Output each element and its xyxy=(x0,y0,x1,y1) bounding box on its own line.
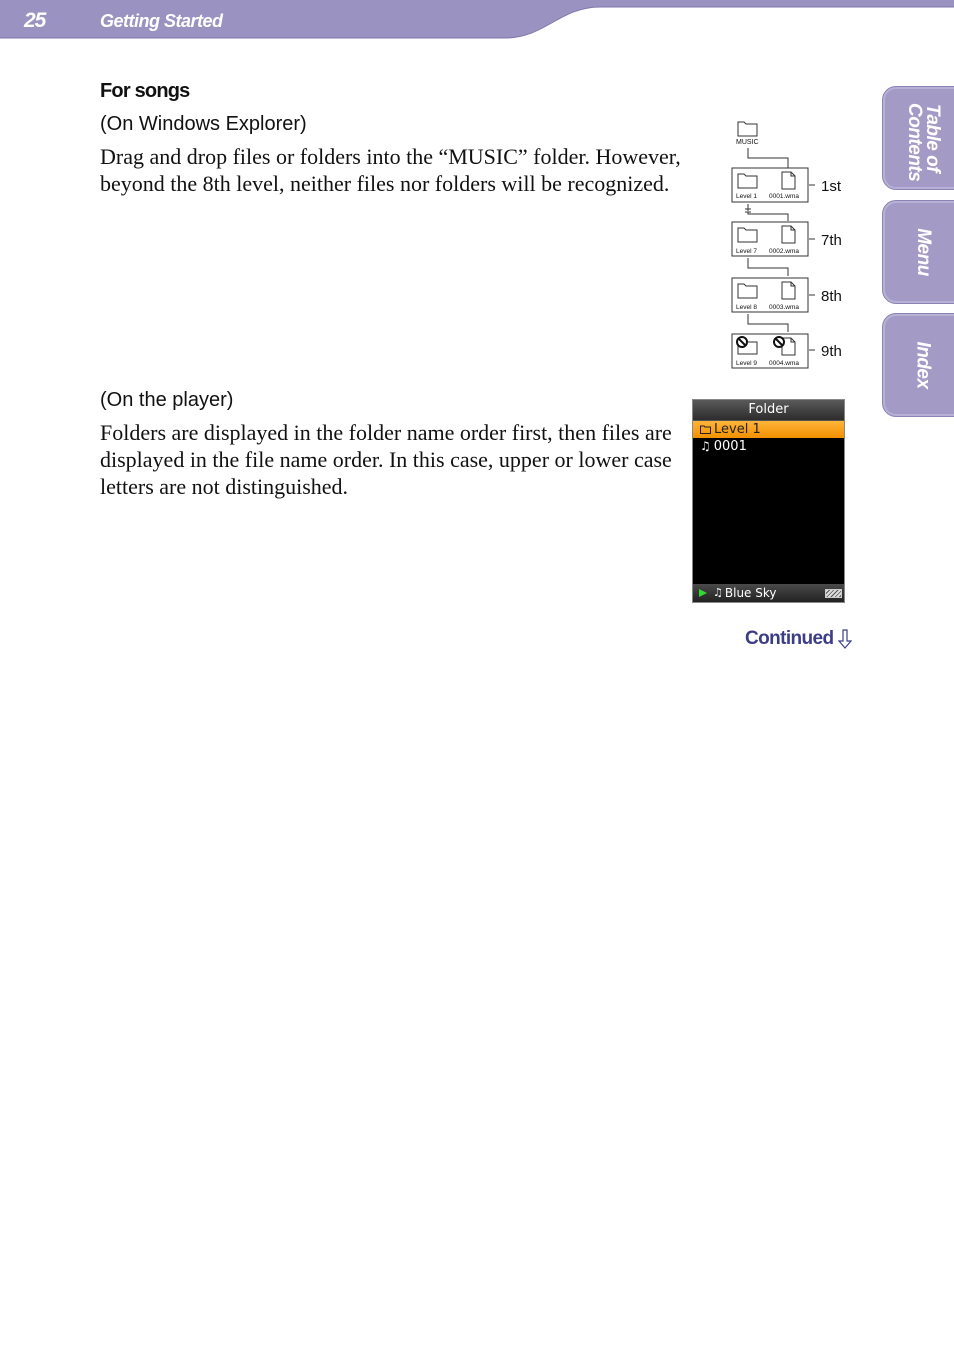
svg-text:Level 9: Level 9 xyxy=(736,360,757,367)
tab-index-label: Index xyxy=(913,341,934,389)
svg-text:Level 7: Level 7 xyxy=(736,248,757,255)
svg-text:0001.wma: 0001.wma xyxy=(769,193,799,200)
page-number: 25 xyxy=(24,9,46,32)
svg-text:7th: 7th xyxy=(821,232,842,249)
folder-hierarchy-diagram xyxy=(725,113,855,375)
player-screen xyxy=(692,399,845,603)
tab-table-of-contents[interactable] xyxy=(882,86,954,190)
music-note-icon: ♫ xyxy=(713,586,723,599)
svg-text:Level 1: Level 1 xyxy=(736,193,757,200)
svg-text:0004.wma: 0004.wma xyxy=(769,360,799,367)
continued-label: Continued xyxy=(745,628,834,649)
tab-menu[interactable] xyxy=(882,200,954,304)
svg-text:Level 8: Level 8 xyxy=(736,304,757,311)
now-playing-title: Blue Sky xyxy=(724,586,777,600)
svg-text:0003.wma: 0003.wma xyxy=(769,304,799,311)
level-7-box xyxy=(732,222,842,256)
folder-icon xyxy=(700,425,711,434)
prohibited-icon xyxy=(737,337,747,347)
level-8-box xyxy=(732,278,842,312)
player-list-item-0001[interactable] xyxy=(693,438,844,455)
music-root-folder-icon xyxy=(738,122,757,136)
prohibited-icon xyxy=(774,337,784,347)
level-9-box xyxy=(732,334,842,368)
tab-table-of-contents-label: Table of Contents xyxy=(904,103,943,182)
play-icon xyxy=(699,589,707,597)
svg-text:9th: 9th xyxy=(821,343,842,360)
explorer-label: (On Windows Explorer) xyxy=(100,113,307,135)
level-1-box xyxy=(732,168,842,202)
arrow-down-icon xyxy=(838,629,852,649)
tab-menu-label: Menu xyxy=(912,228,934,276)
player-list-item-level-1[interactable] xyxy=(693,421,844,438)
svg-text:1st: 1st xyxy=(821,178,842,195)
player-list-item-label: 0001 xyxy=(713,439,747,454)
section-title: Getting Started xyxy=(100,11,223,31)
tab-index[interactable] xyxy=(882,313,954,417)
section-heading: For songs xyxy=(100,80,190,102)
player-screen-title: Folder xyxy=(693,400,844,420)
root-folder-label: MUSIC xyxy=(736,139,759,146)
music-note-icon: ♫ xyxy=(700,439,711,453)
player-paragraph: Folders are displayed in the folder name order first, then files are displayed in the file name order. In this case, upper or lower case letters are not distinguished. xyxy=(100,420,672,499)
player-label: (On the player) xyxy=(100,389,234,411)
continued-link[interactable] xyxy=(745,628,852,650)
explorer-paragraph: Drag and drop files or folders into the “MUSIC” folder. However, beyond the 8th level, neither files nor folders will be recognized. xyxy=(100,144,681,196)
svg-text:0002.wma: 0002.wma xyxy=(769,248,799,255)
now-playing-bar xyxy=(693,584,844,602)
player-list-item-label: Level 1 xyxy=(714,422,761,437)
svg-text:8th: 8th xyxy=(821,288,842,305)
battery-icon xyxy=(825,589,842,598)
